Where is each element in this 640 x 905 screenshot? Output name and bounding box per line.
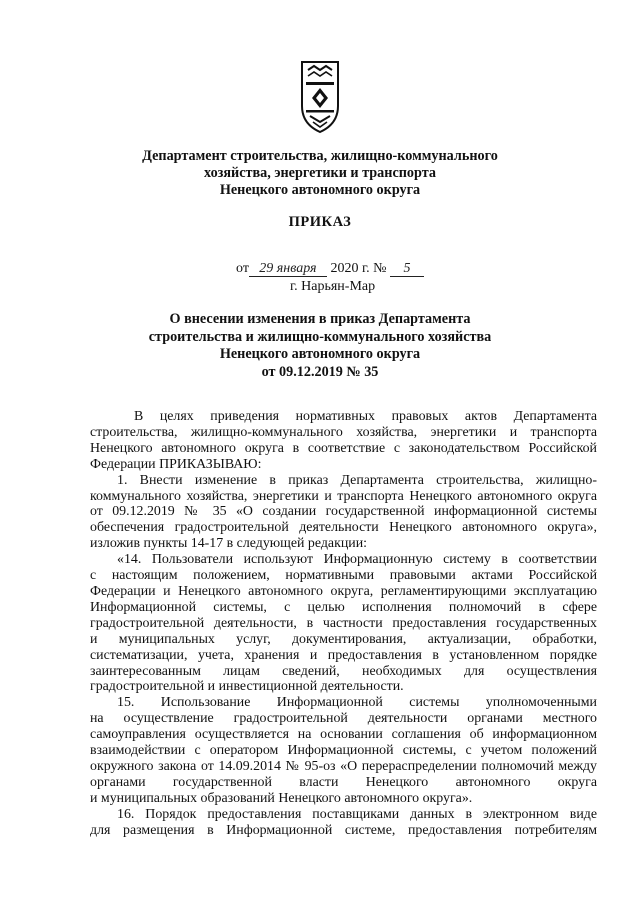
document-title: ПРИКАЗ — [288, 214, 352, 230]
department-header — [0, 148, 640, 199]
text-line: 16. Порядок предоставления поставщиками данных в электронном виде — [117, 806, 597, 822]
paragraph-15 — [90, 695, 597, 806]
text-line: градостроительной деятельности, в частности предоставления государственных — [90, 615, 597, 631]
paragraph-14 — [90, 552, 597, 695]
text-line: самоуправления осуществляется на основании соглашения об информационном — [90, 727, 597, 743]
handwritten-order-number: 5 — [390, 262, 424, 277]
text-line: заинтересованным лицам сведений, необходимых для осуществления — [90, 663, 597, 679]
text-line: Ненецкого автономного округа в соответствие с законодательством Российской — [90, 440, 597, 456]
text-line: Федерации ПРИКАЗЫВАЮ: — [90, 456, 262, 472]
header-line: Ненецкого автономного округа — [219, 182, 421, 198]
text-line: для размещения в Информационной системе, предоставления потребителям — [90, 822, 597, 838]
text-line: 1. Внести изменение в приказ Департамента строительства, жилищно- — [117, 472, 597, 488]
header-line: Департамент строительства, жилищно-коммунального — [142, 148, 498, 164]
text-line: изложив пункты 14-17 в следующей редакции: — [90, 536, 367, 552]
text-line: Федерации и Ненецкого автономного округа, регламентирующими эксплуатацию — [90, 583, 597, 599]
text-line: 15. Использование Информационной системы уполномоченными — [117, 695, 597, 711]
text-line: от 09.12.2019 № 35 «О создании государственной информационной системы — [90, 504, 597, 520]
text-line: Информационной системы, с целью исполнения полномочий в сфере — [90, 599, 597, 615]
text-line: градостроительной и инвестиционной деятельности. — [90, 679, 404, 695]
text-line: и муниципальных образований Ненецкого автономного округа». — [90, 790, 473, 806]
order-date-line — [236, 260, 476, 278]
preamble-paragraph — [90, 409, 597, 473]
text-line: «14. Пользователи используют Информационную систему в соответствии — [117, 552, 597, 568]
year-and-number-label: 2020 г. № — [330, 261, 387, 276]
paragraph-16 — [90, 807, 597, 839]
date-prefix: от — [236, 261, 249, 276]
text-line: В целях приведения нормативных правовых актов Департамента — [134, 409, 597, 424]
paragraph-1 — [90, 473, 597, 553]
text-line: систематизации, учета, хранения и предоставления в установленном порядке — [90, 647, 597, 663]
text-line: взаимодействии с оператором Информационной системы, с учетом положений — [90, 743, 597, 759]
order-subject — [0, 311, 640, 381]
text-line: органами государственной власти Ненецкого автономного округа — [90, 774, 597, 790]
text-line: коммунального хозяйства, энергетики и транспорта Ненецкого автономного округа — [90, 488, 597, 504]
handwritten-date: 29 января — [249, 262, 327, 277]
subject-line: строительства и жилищно-коммунального хозяйства — [148, 328, 492, 345]
subject-line: О внесении изменения в приказ Департамента — [169, 311, 471, 327]
header-line: хозяйства, энергетики и транспорта — [204, 165, 436, 181]
document-body — [90, 409, 597, 838]
text-line: и муниципальных услуг, документирования, актуализации, обработки, — [90, 631, 597, 647]
text-line: строительства, жилищно-коммунального хозяйства, энергетики и транспорта — [90, 424, 597, 440]
text-line: на осуществление градостроительной деятельности органами местного — [90, 711, 597, 727]
text-line: окружного закона от 14.09.2014 № 95-оз «О перераспределении полномочий между — [90, 758, 597, 774]
place-of-issue: г. Нарьян-Мар — [290, 279, 376, 294]
coat-of-arms-emblem — [300, 60, 340, 134]
subject-line: от 09.12.2019 № 35 — [261, 363, 379, 380]
subject-line: Ненецкого автономного округа — [219, 346, 421, 362]
text-line: с настоящим положением, нормативными правовыми актами Российской — [90, 568, 597, 584]
text-line: обеспечения градостроительной деятельности Ненецкого автономного округа», — [90, 520, 597, 536]
